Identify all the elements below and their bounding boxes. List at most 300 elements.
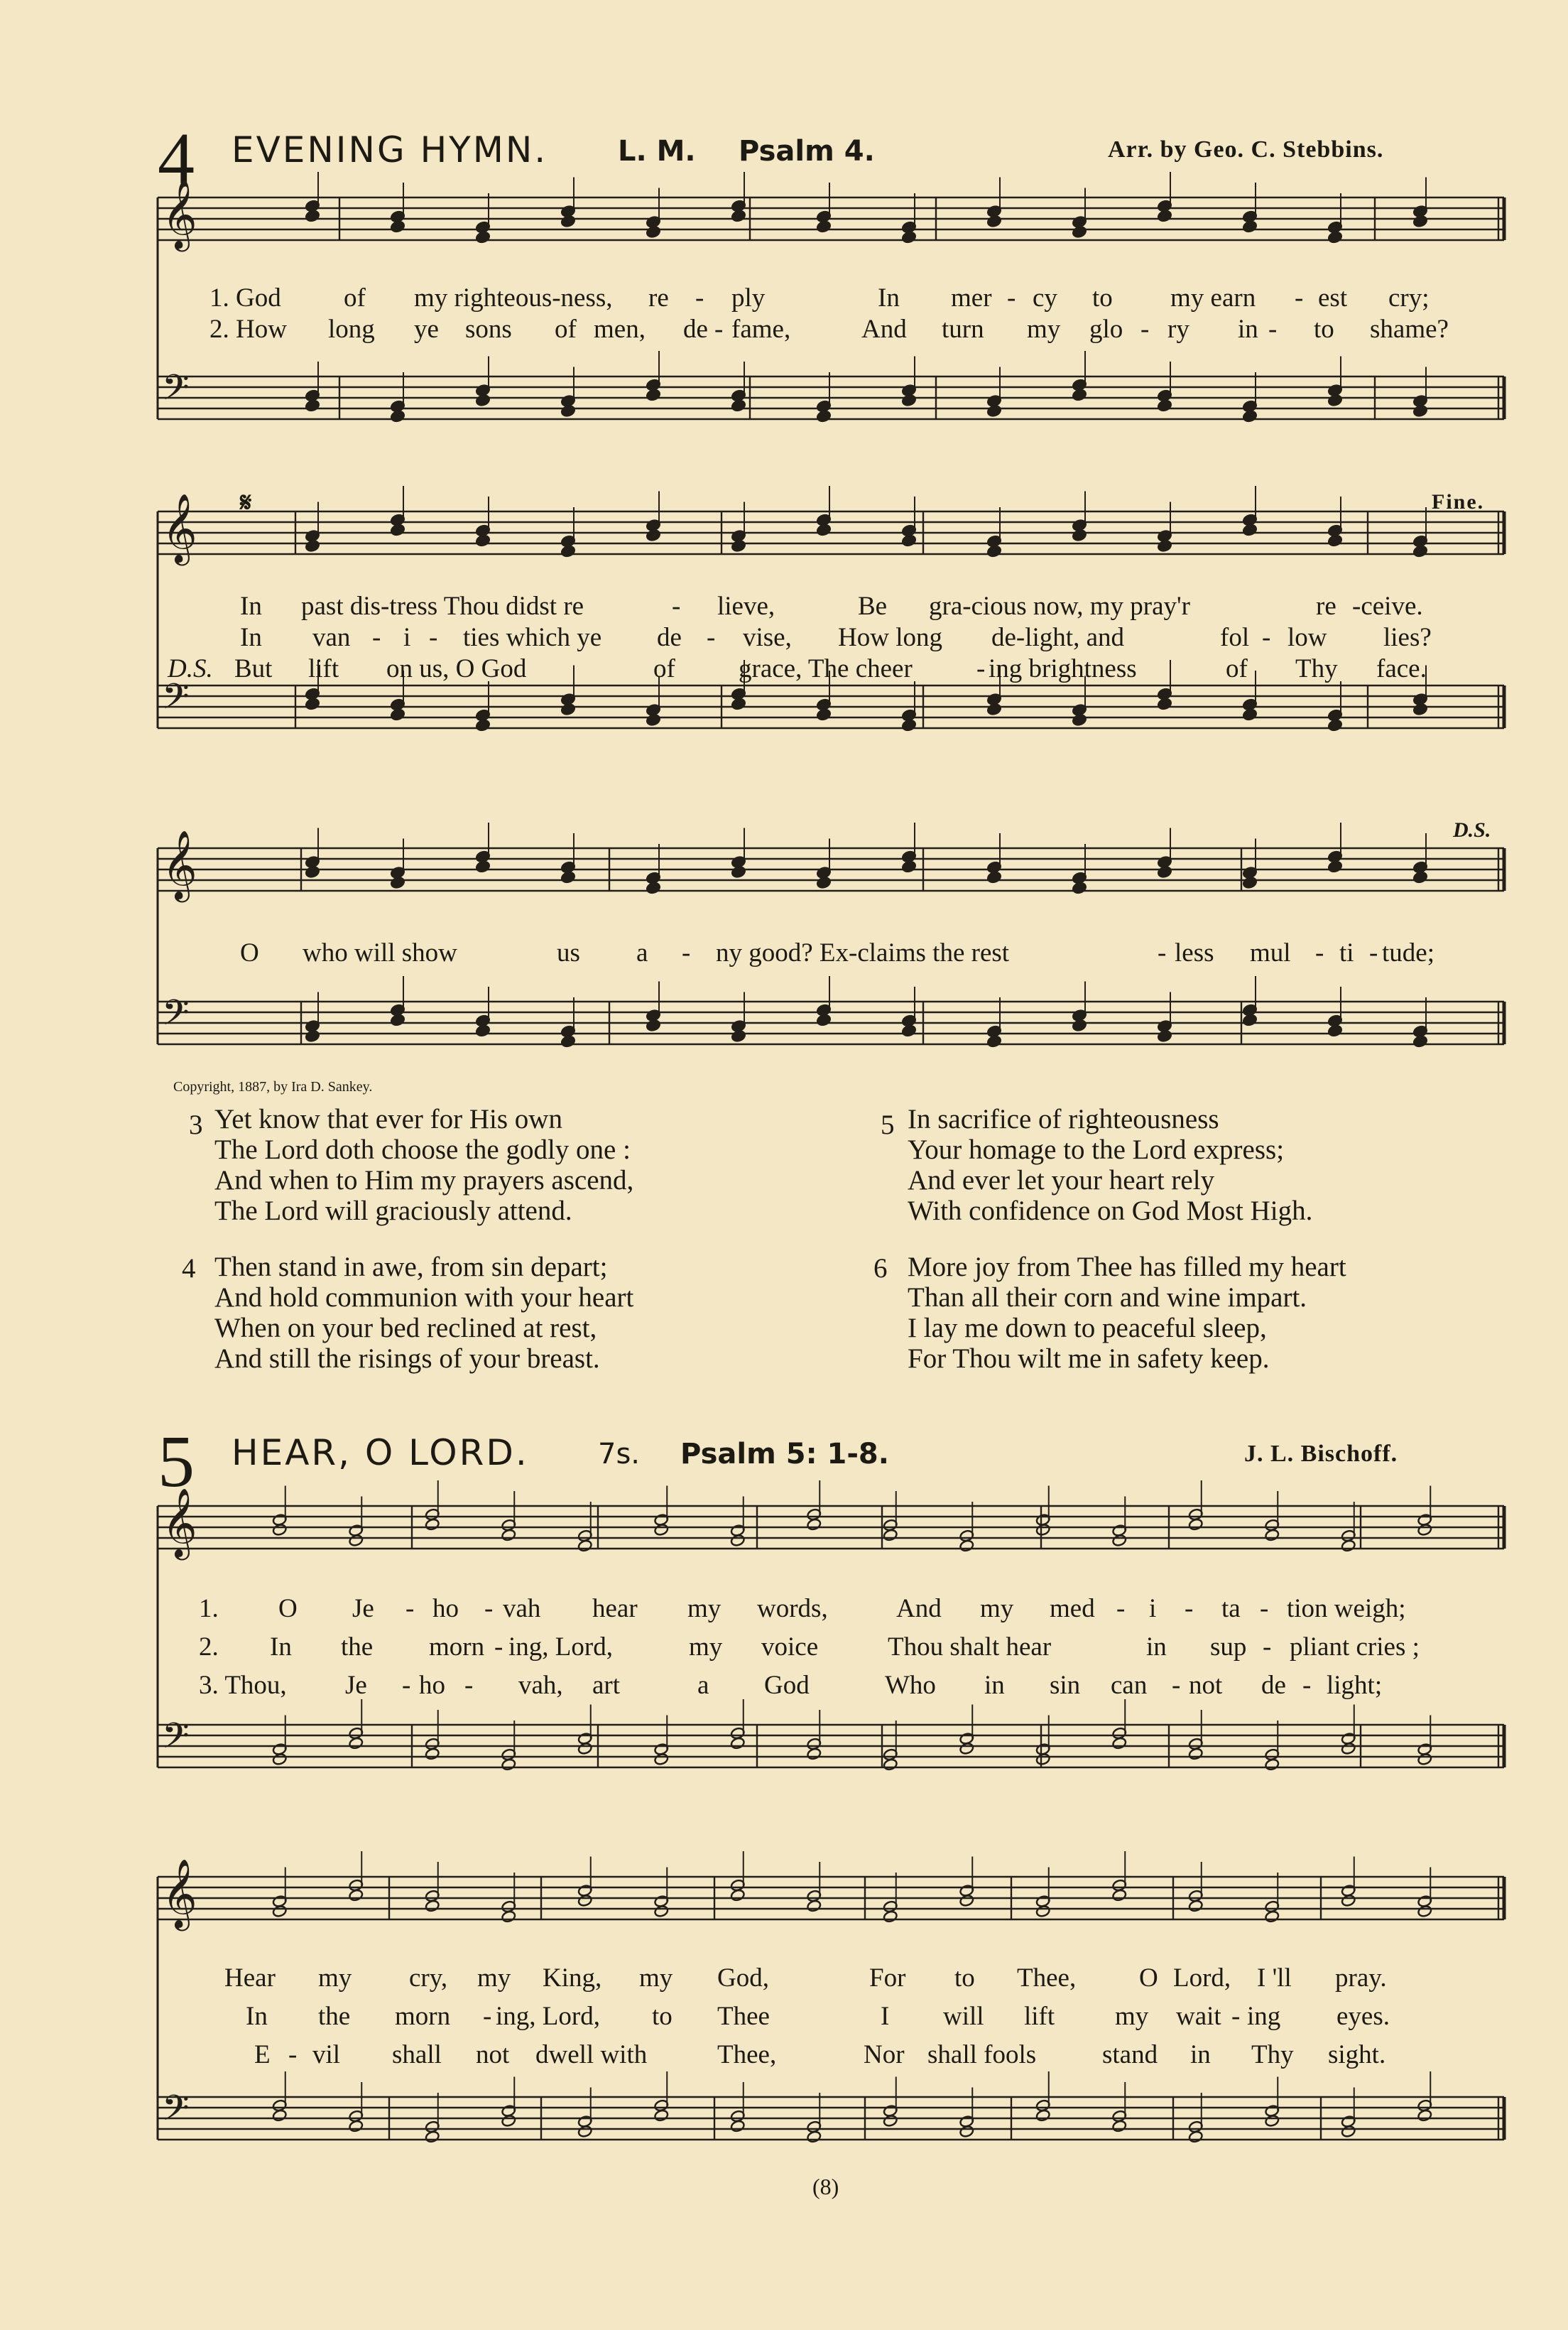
lyric: Thee, [1017,1963,1077,1993]
hymn4-system2-lyrics [0,591,1568,685]
lyric: - [1140,315,1150,344]
treble-clef-icon: 𝄞 [162,179,197,249]
lyric: - [976,654,986,683]
lyric: Thee [717,2002,770,2031]
lyric: - [1007,283,1016,313]
note-head [1341,2125,1356,2137]
note-head [1327,1024,1342,1037]
note-head [731,698,746,710]
lyric: shame? [1370,315,1449,344]
note-head [577,1894,592,1907]
note-head [654,2109,669,2122]
treble-clef-icon: 𝄞 [162,1488,197,1557]
note-head [1112,1737,1127,1750]
note-head [1417,1904,1432,1917]
lyric: ing [1247,2002,1281,2031]
lyric: mul [1250,938,1291,968]
note-head [986,545,1001,558]
verse-line: When on your bed reclined at rest, [214,1313,597,1343]
note-head [1341,1539,1356,1552]
note-head [390,410,405,423]
note-head [1412,545,1427,558]
note-head [1265,1910,1280,1923]
note-head [816,220,831,233]
lyric: face. [1376,654,1427,683]
hymn-composer: J. L. Bischoff. [1244,1441,1398,1467]
lyric: vah, [518,1671,563,1700]
note-head [305,698,320,710]
note-head [1341,1742,1356,1755]
lyric: - [494,1632,503,1662]
lyric: to [652,2002,673,2031]
note-head [1112,2120,1127,2133]
verse-line-2 [0,1628,1568,1667]
note-head [1242,410,1257,423]
note-head [425,1518,440,1531]
lyric: lies? [1383,623,1432,652]
lyric: cry, [409,1963,448,1993]
note-head [1157,210,1172,222]
note-head [1417,1752,1432,1765]
lyric: to [954,1963,975,1993]
lyric: the [318,2002,351,2031]
verse-line: And when to Him my prayers ascend, [214,1165,634,1196]
lyric: How long [838,623,942,652]
note-head [730,1889,745,1902]
note-head [475,534,490,547]
lyric: - [1268,315,1278,344]
lyric: less [1175,938,1214,968]
lyric: Be [858,592,888,621]
lyric: - [484,1594,494,1623]
lyric: God, [717,1963,769,1993]
note-head [901,231,916,244]
hymn-title: HEAR, O LORD. [232,1432,529,1473]
lyric: stand [1102,2040,1158,2069]
lyric: cry; [1388,283,1430,313]
note-head [1327,231,1342,244]
lyric: my righteous-ness, [414,283,613,313]
lyric: - [695,283,704,313]
lyric: In [878,283,900,313]
lyric: Thou shalt hear [888,1632,1052,1662]
lyric: not [476,2040,510,2069]
note-head [1341,1894,1356,1907]
note-head [883,2114,898,2127]
note-head [807,1900,822,1912]
lyric: my [639,1963,673,1993]
lyric: ti [1339,938,1354,968]
verse-line: Your homage to the Lord express; [908,1134,1285,1165]
verse-line-2 [0,1998,1568,2036]
lyric: re [648,283,669,313]
lyric: morn [429,1632,485,1662]
lyric: 2. [199,1632,219,1662]
verse-line: And ever let your heart rely [908,1165,1215,1196]
lyric: my [1115,2002,1149,2031]
lyric: - [1263,1632,1272,1662]
note-head [272,1752,287,1765]
lyric: can [1111,1671,1148,1700]
lyric: light; [1327,1671,1383,1700]
lyric: of [1226,654,1248,683]
treble-clef-icon: 𝄞 [162,830,197,899]
note-head [305,865,320,878]
verse-line-1 [0,1590,1568,1628]
lyric: Hear [224,1963,276,1993]
lyric: will [943,2002,984,2031]
ds-marking: D.S. [168,654,213,683]
lyric: voice [761,1632,819,1662]
note-head [1265,1529,1280,1541]
verse-line: More joy from Thee has filled my heart [908,1252,1346,1282]
note-head [577,1742,592,1755]
note-head [501,1758,516,1771]
lyric: In [246,2002,268,2031]
lyric: - [429,623,438,652]
lyric: Je [352,1594,374,1623]
lyric: words, [757,1594,828,1623]
note-head [475,231,490,244]
lyric: in [1190,2040,1211,2069]
note-head [731,865,746,878]
hymn-number: 5 [158,1421,195,1502]
note-head [1072,389,1087,401]
verse-line-1 [0,283,1568,314]
note-head [1242,524,1257,536]
lyric: my [687,1594,722,1623]
hymn4-system3-lyrics [0,938,1568,969]
note-head [986,215,1001,227]
lyric: of [555,315,577,344]
lyric: morn [395,2002,451,2031]
note-head [1188,1748,1203,1760]
lyric: lift [1024,2002,1055,2031]
lyric: - [1231,2002,1241,2031]
note-head [349,1889,364,1902]
lyric: vil [312,2040,341,2069]
hymn-number: 4 [158,118,195,200]
verse-line-3 [0,654,1568,685]
verse-line-3 [0,1667,1568,1705]
verse-line-2 [0,622,1568,654]
note-head [560,871,575,884]
lyric: vah [503,1594,541,1623]
lyric: in [1146,1632,1167,1662]
verse-number: 5 [881,1110,895,1140]
note-head [1072,713,1087,726]
lyric: - [405,1594,415,1623]
note-head [959,2125,974,2137]
note-head [883,1529,898,1541]
note-head [901,394,916,406]
lyric: - [682,938,691,968]
verse-line: For Thou wilt me in safety keep. [908,1343,1270,1374]
lyric: i [403,623,411,652]
note-head [560,215,575,227]
note-head [425,1900,440,1912]
lyric: And [896,1594,942,1623]
lyric: O [1139,1963,1158,1993]
lyric: God [764,1671,810,1700]
note-head [883,1910,898,1923]
note-head [1157,865,1172,878]
verse-line-2 [0,314,1568,345]
lyric: O [278,1594,298,1623]
lyric: vise, [743,623,792,652]
bass-clef-icon: 𝄢 [162,992,190,1042]
lyric: glo [1089,315,1123,344]
lyric: - [1369,938,1378,968]
note-head [901,534,916,547]
lyric: van [312,623,351,652]
verse-number: 6 [873,1253,888,1284]
note-head [816,876,831,889]
lyric: a [636,938,648,968]
note-head [1242,220,1257,233]
lyric: shall [392,2040,442,2069]
lyric: shall fools [927,2040,1037,2069]
lyric: tude; [1382,938,1434,968]
note-head [475,860,490,873]
lyric: - [672,592,681,621]
note-head [305,399,320,412]
lyric: of [344,283,366,313]
lyric: Thee, [717,2040,777,2069]
note-head [1188,1518,1203,1531]
note-head [1417,1523,1432,1536]
lyric: King, [543,1963,602,1993]
lyric: 1. God [209,283,281,313]
lyric: For [869,1963,906,1993]
note-head [272,1904,287,1917]
page-number: (8) [812,2174,839,2199]
note-head [1188,1900,1203,1912]
lyric: sup [1210,1632,1247,1662]
hymn-title: EVENING HYMN. [232,129,548,170]
note-head [654,1904,669,1917]
lyric: a [697,1671,709,1700]
verse-line: Then stand in awe, from sin depart; [214,1252,608,1282]
lyric: my [318,1963,352,1993]
lyric: ho [419,1671,445,1700]
note-head [1417,2109,1432,2122]
hymn-composer: Arr. by Geo. C. Stebbins. [1108,136,1384,163]
note-head [425,1748,440,1760]
lyric: mer [951,283,992,313]
note-head [959,1742,974,1755]
lyric: -ceive. [1352,592,1423,621]
note-head [390,876,405,889]
lyric: us [557,938,580,968]
verse-line: With confidence on God Most High. [908,1196,1313,1226]
hymn5-system2-lyrics [0,1959,1568,2074]
note-head [1327,394,1342,406]
note-head [501,1529,516,1541]
verse-line-1 [0,1959,1568,1998]
copyright-notice: Copyright, 1887, by Ira D. Sankey. [173,1079,373,1095]
note-head [390,524,405,536]
lyric: ry [1167,315,1189,344]
lyric: - [483,2002,492,2031]
ds-marking: D.S. [1453,818,1491,842]
note-head [1072,882,1087,894]
note-head [560,404,575,417]
lyric: my earn [1170,283,1256,313]
note-head [1242,1014,1257,1026]
note-head [1412,703,1427,715]
note-head [1157,1029,1172,1042]
verse-6 [873,1252,1346,1374]
note-head [901,1024,916,1037]
verse-line: I lay me down to peaceful sleep, [908,1313,1267,1343]
lyric: re [1316,592,1336,621]
lyric: ply [731,283,766,313]
note-head [272,2109,287,2122]
note-head [646,389,660,401]
note-head [501,2114,516,2127]
lyric: - [1262,623,1271,652]
lyric: - [1260,1594,1269,1623]
lyric: I 'll [1257,1963,1292,1993]
note-head [1112,1889,1127,1902]
note-head [1112,1534,1127,1546]
lyric: sight. [1328,2040,1386,2069]
lyric: fame, [731,315,791,344]
verse-line: In sacrifice of righteousness [908,1104,1219,1134]
lyric: - [1295,283,1304,313]
note-head [390,1014,405,1026]
lyric: - [464,1671,474,1700]
verse-line-1 [0,591,1568,622]
lyric: ye [414,315,439,344]
note-head [475,394,490,406]
lyric: i [1149,1594,1157,1623]
lyric: de [657,623,682,652]
lyric: art [592,1671,621,1700]
hymn4-system1-lyrics [0,283,1568,345]
note-head [390,708,405,721]
note-head [349,1737,364,1750]
note-head [1412,1035,1427,1048]
lyric: In [240,592,262,621]
lyric: - [402,1671,411,1700]
note-head [959,1894,974,1907]
verse-number: 4 [182,1253,196,1284]
lyric: who will show [303,938,457,968]
lyric: not [1189,1671,1223,1700]
lyric: But [234,654,273,683]
note-head [816,708,831,721]
lyric: med [1050,1594,1095,1623]
note-head [1412,215,1427,227]
note-head [816,524,831,536]
lyric: my [980,1594,1014,1623]
lyric: fol [1220,623,1250,652]
hymn-psalm-reference: Psalm 5: 1-8. [680,1438,889,1470]
lyric: In [270,1632,292,1662]
lyric: long [328,315,375,344]
lyric: ing brightness [989,654,1137,683]
treble-clef-icon: 𝄞 [162,493,197,563]
note-head [475,719,490,732]
verse-5 [881,1104,1313,1226]
note-head [986,404,1001,417]
note-head [1412,404,1427,417]
note-head [816,410,831,423]
verse-line: And still the risings of your breast. [214,1343,600,1374]
bass-clef-icon: 𝄢 [162,676,190,726]
lyric: my [477,1963,511,1993]
note-head [807,1748,822,1760]
lyric: ny good? Ex-claims the rest [716,938,1010,968]
note-head [816,1014,831,1026]
note-head [646,713,660,726]
note-head [305,539,320,552]
lyric: - [1185,1594,1194,1623]
lyric: E [254,2040,271,2069]
note-head [901,719,916,732]
note-head [1242,708,1257,721]
lyric: - [372,623,381,652]
note-head [390,220,405,233]
note-head [730,1737,745,1750]
verse-line: Yet know that ever for His own [214,1104,562,1134]
note-head [305,1029,320,1042]
note-head [730,2120,745,2133]
lyric: In [240,623,262,652]
lyric: 2. How [209,315,287,344]
note-head [1327,534,1342,547]
lyric: sons [465,315,512,344]
note-head [731,210,746,222]
lyric: ing, Lord, [496,2002,600,2031]
lyric: the [341,1632,374,1662]
lyric: dwell with [535,2040,648,2069]
note-head [475,1024,490,1037]
lyric: ta [1221,1594,1241,1623]
note-head [646,225,660,238]
lyric: I [881,2002,890,2031]
lyric: - [714,315,724,344]
verse-3 [189,1104,634,1226]
note-head [959,1539,974,1552]
note-head [986,1035,1001,1048]
note-head [986,703,1001,715]
note-head [1327,860,1342,873]
note-head [560,703,575,715]
segno-sign: 𝄋 [240,488,252,518]
note-head [1072,529,1087,541]
lyric: est [1318,283,1348,313]
lyric: my [1027,315,1061,344]
note-head [1072,225,1087,238]
lyric: sin [1050,1671,1081,1700]
lyric: in [984,1671,1005,1700]
verse-line-3 [0,2036,1568,2074]
lyric: de [683,315,708,344]
lyric: Thy [1295,654,1338,683]
lyric: 1. [199,1594,219,1623]
lyric: - [1302,1671,1312,1700]
note-head [1265,1758,1280,1771]
note-head [1157,698,1172,710]
lyric: ties which ye [463,623,602,652]
note-head [1157,399,1172,412]
lyric: - [1315,938,1324,968]
note-head [731,539,746,552]
lyric: to [1092,283,1113,313]
